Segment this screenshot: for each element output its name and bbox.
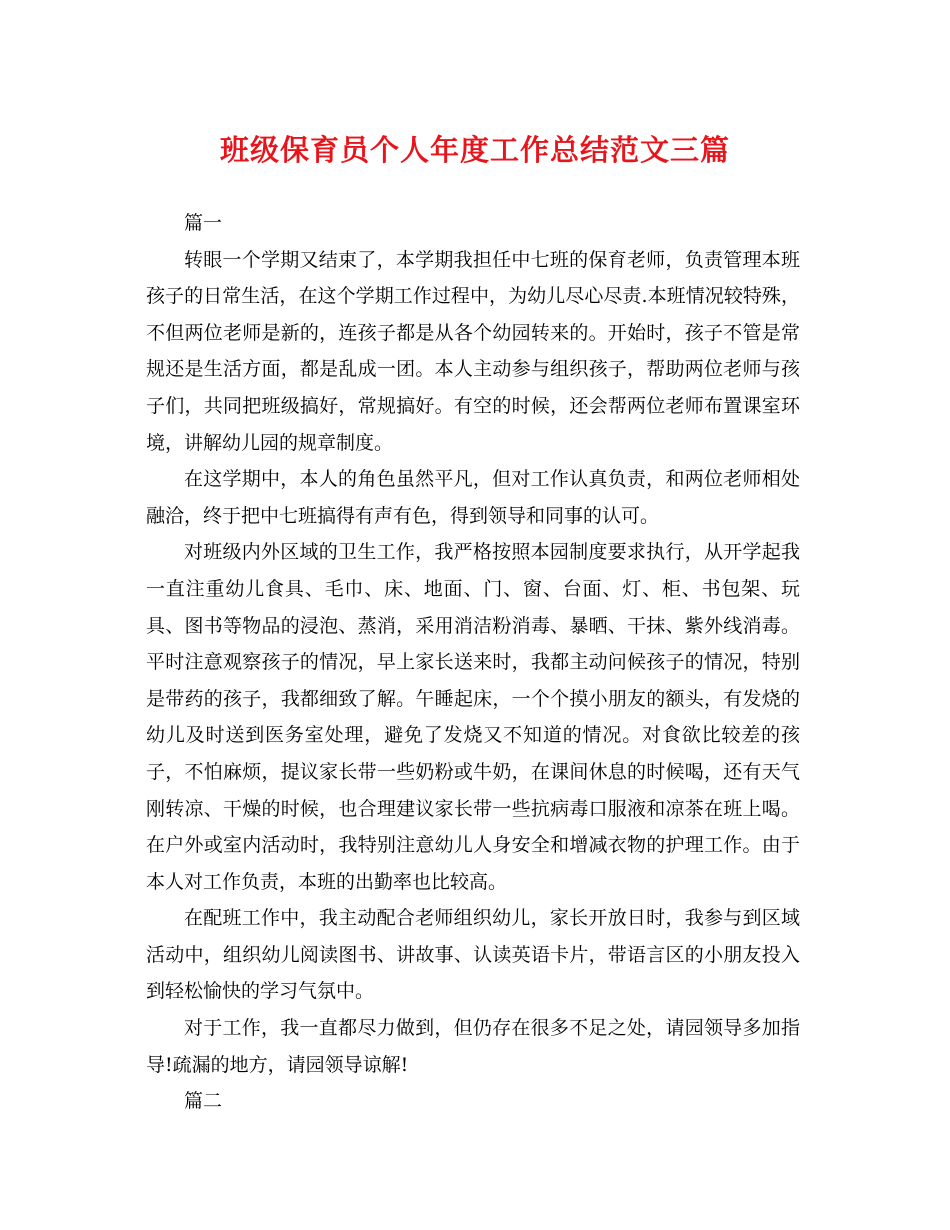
- section-heading-1: 篇一: [184, 212, 223, 234]
- body-paragraph: 在这学期中，本人的角色虽然平凡，但对工作认真负责，和两位老师相处融洽，终于把中七班搞得有声有色，得到领导和同事的认可。: [146, 468, 800, 527]
- document-title: 班级保育员个人年度工作总结范文三篇: [219, 133, 730, 167]
- body-paragraph: 转眼一个学期又结束了，本学期我担任中七班的保育老师，负责管理本班孩子的日常生活，在这个学期工作过程中，为幼儿尽心尽责.本班情况较特殊，不但两位老师是新的，连孩子都是从各个幼园转来的。开始时，孩子不管是常规还是生活方面，都是乱成一团。本人主动参与组织孩子，帮助两位老师与孩子们，共同把班级搞好，常规搞好。有空的时候，还会帮两位老师布置课室环境，讲解幼儿园的规章制度。: [146, 248, 800, 454]
- section-heading-2: 篇二: [184, 1090, 223, 1113]
- body-paragraph: 对于工作，我一直都尽力做到，但仍存在很多不足之处，请园领导多加指导!疏漏的地方，请园领导谅解!: [146, 1017, 800, 1076]
- body-paragraph: 在配班工作中，我主动配合老师组织幼儿，家长开放日时，我参与到区域活动中，组织幼儿阅读图书、讲故事、认读英语卡片，带语言区的小朋友投入到轻松愉快的学习气氛中。: [146, 907, 800, 1003]
- body-paragraph: 对班级内外区域的卫生工作，我严格按照本园制度要求执行，从开学起我一直注重幼儿食具、毛巾、床、地面、门、窗、台面、灯、柜、书包架、玩具、图书等物品的浸泡、蒸消，采用消洁粉消毒、暴晒、干抹、紫外线消毒。平时注意观察孩子的情况，早上家长送来时，我都主动问候孩子的情况，特别是带药的孩子，我都细致了解。午睡起床，一个个摸小朋友的额头，有发烧的幼儿及时送到医务室处理，避免了发烧又不知道的情况。对食欲比较差的孩子，不怕麻烦，提议家长带一些奶粉或牛奶，在课间休息的时候喝，还有天气刚转凉、干燥的时候，也合理建议家长带一些抗病毒口服液和凉茶在班上喝。在户外或室内活动时，我特别注意幼儿人身安全和增减衣物的护理工作。由于本人对工作负责，本班的出勤率也比较高。: [146, 541, 800, 893]
- document-body: [146, 205, 800, 1120]
